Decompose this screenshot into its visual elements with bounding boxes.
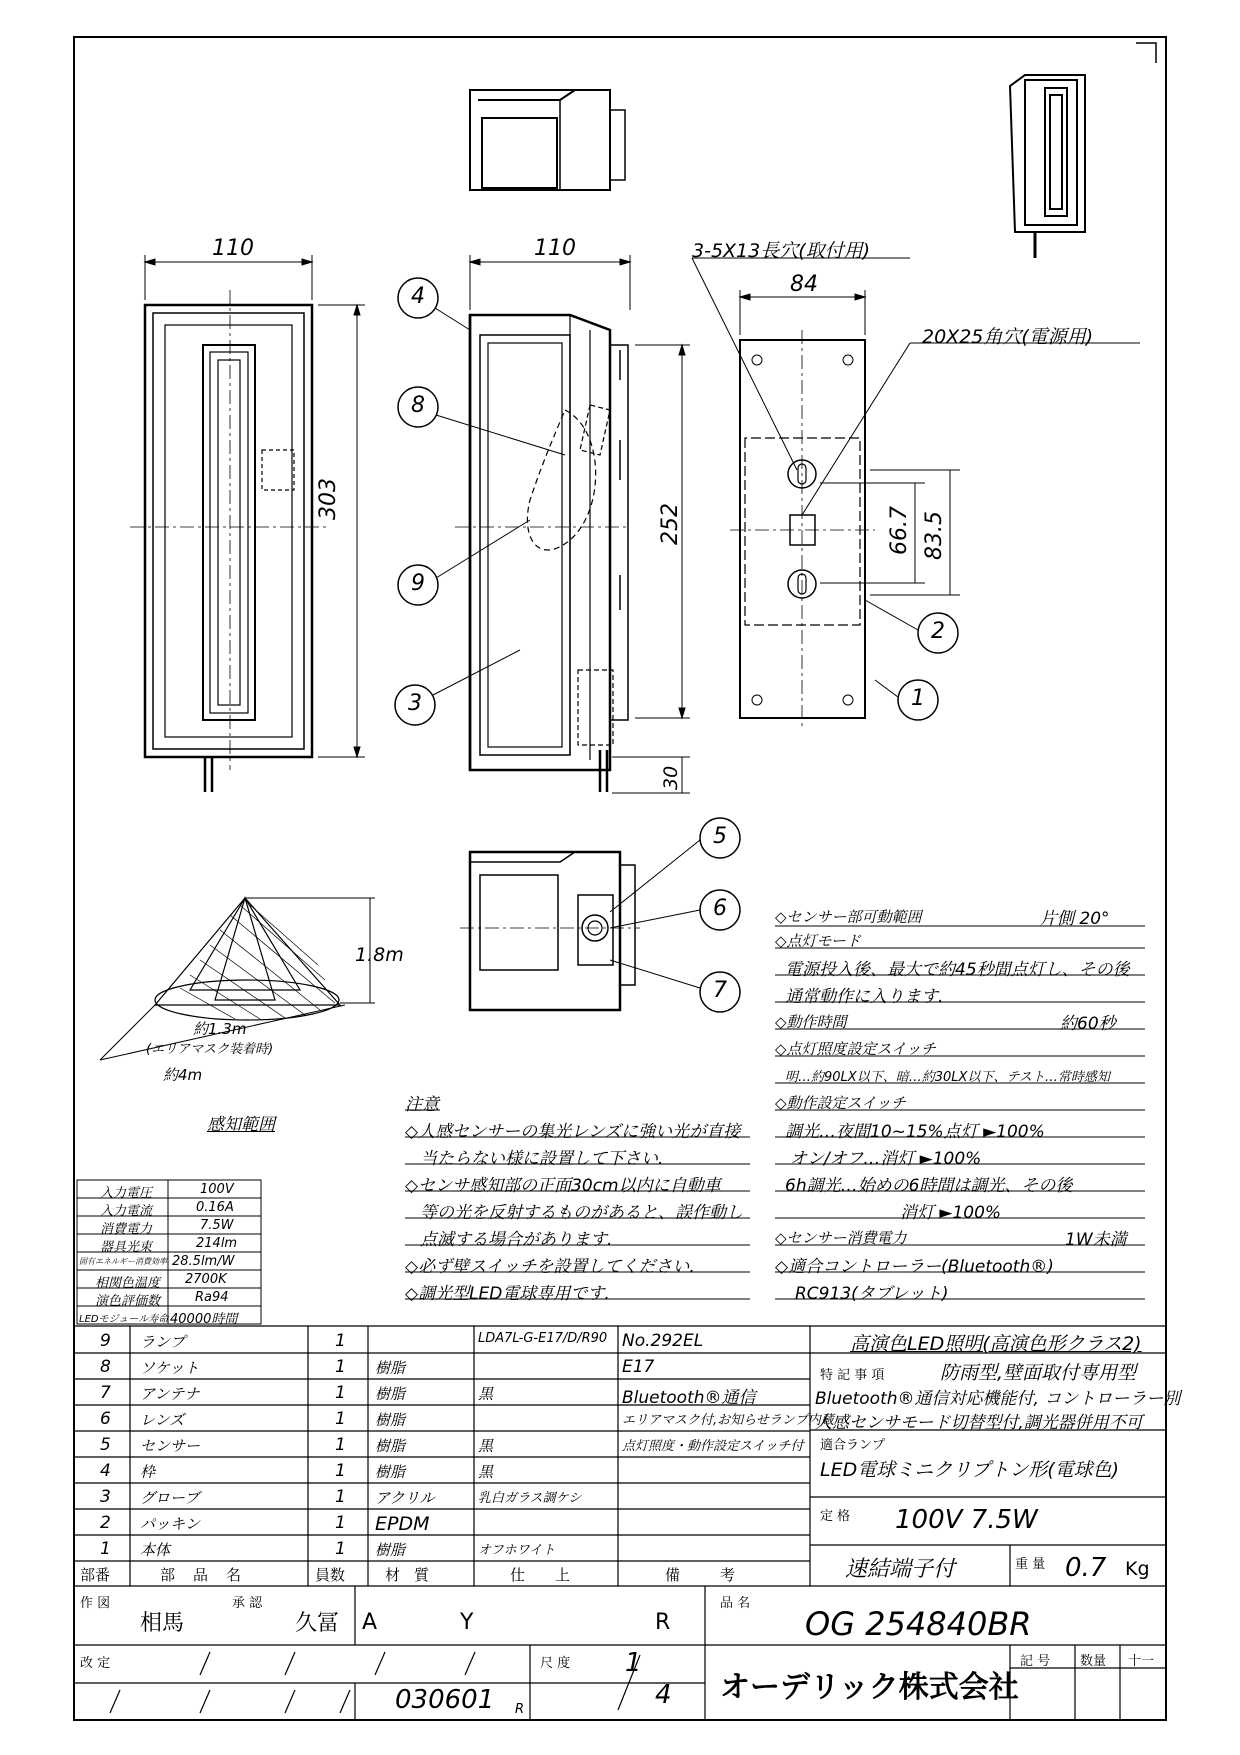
back-width-dim: 84: [790, 272, 818, 297]
parts-cell-name: ランプ: [140, 1333, 186, 1351]
spec-label: 6h調光…始めの6時間は調光、その後: [785, 1176, 1073, 1196]
scale-label: 尺 度: [540, 1656, 571, 1671]
corner-mark: [1136, 43, 1156, 63]
company-name: オーデリック株式会社: [720, 1670, 1019, 1705]
lamp: LED電球ミニクリプトン形(電球色): [820, 1459, 1120, 1481]
product-label: 品 名: [720, 1596, 751, 1611]
notes-title: 注意: [405, 1095, 439, 1115]
front-view: [130, 290, 330, 792]
parts-cell-qty: 1: [335, 1487, 346, 1507]
parts-cell-finish: 黒: [478, 1437, 494, 1455]
parts-cell-no: 7: [100, 1383, 111, 1403]
parts-cell-qty: 1: [335, 1539, 346, 1559]
drawn-by: 相馬: [140, 1611, 185, 1636]
spec-label: 電源投入後、最大で約45秒間点灯し、その後: [785, 960, 1130, 980]
drawn-label: 作 図: [80, 1596, 111, 1611]
parts-cell-name: アンテナ: [140, 1385, 200, 1403]
qty-label: 数量: [1080, 1654, 1107, 1669]
product-name: OG 254840BR: [805, 1605, 1032, 1643]
parts-cell-no: 1: [100, 1539, 111, 1559]
parts-cell-material: EPDM: [375, 1513, 430, 1535]
parts-cell-note: エリアマスク付,お知らせランプ内蔵: [622, 1413, 834, 1428]
leader-lines: [433, 308, 918, 988]
parts-cell-no: 2: [100, 1513, 111, 1533]
balloon-7: 7: [713, 978, 727, 1003]
parts-cell-note: Bluetooth®通信: [622, 1388, 756, 1408]
note-line: 等の光を反射するものがあると、誤作動し: [420, 1203, 743, 1223]
note-line: ◇調光型LED電球専用です.: [405, 1284, 610, 1304]
spec-label: 通常動作に入ります.: [785, 987, 944, 1007]
spec-value: 1W未満: [1065, 1230, 1127, 1250]
rating-label: 器具光束: [100, 1240, 153, 1255]
parts-header-no: 部番: [80, 1566, 111, 1584]
parts-cell-qty: 1: [335, 1357, 346, 1377]
detect-caption: 感知範囲: [207, 1115, 275, 1135]
parts-cell-qty: 1: [335, 1435, 346, 1455]
features-1: 防雨型,壁面取付専用型: [940, 1362, 1137, 1384]
detect-r2: 約4m: [163, 1066, 203, 1084]
hole-spacing-a: 66.7: [887, 506, 912, 555]
rating-value: 100V: [200, 1182, 234, 1197]
spec-label: ◇点灯照度設定スイッチ: [775, 1040, 936, 1058]
approved-by: 久冨: [295, 1611, 340, 1636]
parts-cell-no: 6: [100, 1409, 111, 1429]
hole-spacing-b: 83.5: [922, 511, 947, 560]
note-line: ◇必ず壁スイッチを設置してください.: [405, 1257, 695, 1277]
parts-cell-material: 樹脂: [375, 1411, 406, 1429]
parts-cell-material: アクリル: [375, 1489, 435, 1507]
features-2: Bluetooth®通信対応機能付, コントローラー別: [815, 1389, 1181, 1409]
sym-label: 記 号: [1020, 1654, 1051, 1669]
rating-value: 2700K: [185, 1272, 227, 1287]
rating-label: 演色評価数: [95, 1294, 161, 1309]
rev-a: A: [362, 1610, 378, 1635]
parts-cell-qty: 1: [335, 1409, 346, 1429]
glass-height-dim: 252: [658, 503, 683, 545]
rating: 100V 7.5W: [895, 1505, 1038, 1535]
rev-y: Y: [460, 1610, 474, 1635]
power-hole-note: 20X25角穴(電源用): [922, 326, 1094, 348]
balloon-9: 9: [411, 571, 425, 596]
revised-label: 改 定: [80, 1656, 111, 1671]
parts-cell-name: 枠: [140, 1463, 156, 1481]
note-line: 当たらない様に設置して下さい.: [420, 1149, 664, 1169]
category: 高演色LED照明(高演色形クラス2): [850, 1333, 1142, 1355]
parts-header-note: 備考: [665, 1566, 776, 1584]
parts-cell-name: パッキン: [140, 1515, 200, 1533]
spec-value: 片側 20°: [1040, 909, 1110, 929]
balloon-2: 2: [931, 619, 945, 644]
parts-cell-no: 4: [100, 1461, 111, 1481]
parts-cell-material: 樹脂: [375, 1385, 406, 1403]
parts-cell-qty: 1: [335, 1331, 346, 1351]
parts-cell-note: E17: [622, 1357, 655, 1377]
rev-r: R: [655, 1610, 671, 1635]
lamp-label: 適合ランプ: [820, 1438, 886, 1453]
spec-label: 消灯 ►100%: [900, 1203, 1002, 1223]
spec-label: ◇センサー部可動範囲: [775, 908, 922, 926]
approved-label: 承 認: [232, 1596, 263, 1611]
iso-thumbnail: [1010, 75, 1085, 258]
parts-cell-finish: 黒: [478, 1463, 494, 1481]
parts-cell-qty: 1: [335, 1513, 346, 1533]
detect-height: 1.8m: [355, 944, 404, 966]
note-line: ◇人感センサーの集光レンズに強い光が直接: [405, 1122, 741, 1142]
parts-cell-no: 9: [100, 1331, 111, 1351]
weight: 0.7: [1065, 1553, 1107, 1583]
detect-r1-note: (エリアマスク装着時): [146, 1042, 274, 1057]
spec-label: オン/オフ…消灯 ►100%: [790, 1149, 982, 1169]
balloon-8: 8: [411, 393, 425, 418]
parts-cell-note: No.292EL: [622, 1331, 704, 1351]
features-3: 人感センサモード切替型付,調光器併用不可: [815, 1413, 1143, 1433]
rating-label: 相関色温度: [95, 1276, 161, 1291]
back-view: [730, 330, 875, 730]
balloon-5: 5: [713, 824, 727, 849]
parts-cell-material: 樹脂: [375, 1359, 406, 1377]
top-view: [470, 90, 625, 190]
parts-cell-material: 樹脂: [375, 1541, 406, 1559]
spec-label: 調光…夜間10~15%点灯 ►100%: [785, 1122, 1045, 1142]
antenna-dim: 30: [660, 765, 682, 790]
rating-value: 7.5W: [200, 1218, 234, 1233]
parts-cell-name: ソケット: [140, 1359, 200, 1377]
mount-hole-note: 3-5X13長穴(取付用): [692, 240, 871, 262]
tenth-label: 十一: [1128, 1654, 1155, 1669]
side-view: [455, 315, 630, 792]
balloon-3: 3: [408, 691, 422, 716]
rating-label: 入力電圧: [100, 1186, 153, 1201]
parts-cell-material: 樹脂: [375, 1437, 406, 1455]
rating-value: 28.5lm/W: [172, 1254, 235, 1269]
date-suffix: R: [515, 1702, 525, 1717]
height-dim: 303: [316, 478, 341, 520]
parts-cell-note: 点灯照度・動作設定スイッチ付: [622, 1439, 804, 1454]
weight-unit: Kg: [1125, 1558, 1150, 1580]
features-label: 特 記 事 項: [820, 1368, 885, 1383]
detect-r1: 約1.3m: [193, 1020, 247, 1038]
parts-cell-name: 本体: [140, 1541, 171, 1559]
balloon-6: 6: [713, 896, 727, 921]
parts-header-name: 部品名: [160, 1566, 260, 1584]
spec-label: ◇動作設定スイッチ: [775, 1094, 906, 1112]
rating-label: 消費電力: [100, 1222, 153, 1237]
rating-value: 40000時間: [170, 1312, 238, 1327]
balloon-4: 4: [411, 284, 425, 309]
side-width-dim: 110: [534, 236, 576, 261]
scale-numerator: 1: [625, 1648, 642, 1678]
rating-value: Ra94: [195, 1290, 229, 1305]
scale-denominator: 4: [655, 1680, 672, 1710]
rating-label: LEDモジュール寿命: [79, 1314, 169, 1325]
balloon-1: 1: [911, 686, 925, 711]
rating-label: 入力電流: [100, 1204, 153, 1219]
parts-cell-finish: 黒: [478, 1385, 494, 1403]
parts-cell-name: レンズ: [140, 1411, 185, 1429]
bottom-view: [460, 852, 640, 1010]
rating-value: 214lm: [196, 1236, 238, 1251]
parts-cell-material: 樹脂: [375, 1463, 406, 1481]
rating-label: 固有エネルギー消費効率: [79, 1257, 167, 1266]
back-dims: [692, 258, 1140, 595]
parts-cell-no: 3: [100, 1487, 111, 1507]
date: 030601: [395, 1685, 495, 1715]
terminal: 速結端子付: [845, 1557, 956, 1582]
spec-value: 約60秒: [1060, 1014, 1116, 1034]
parts-cell-finish: オフホワイト: [478, 1543, 556, 1558]
note-line: ◇センサ感知部の正面30cm以内に自動車: [405, 1176, 721, 1196]
parts-cell-finish: LDA7L-G-E17/D/R90: [478, 1331, 608, 1346]
parts-cell-qty: 1: [335, 1461, 346, 1481]
parts-header-material: 材質: [385, 1566, 444, 1584]
note-line: 点滅する場合があります.: [420, 1230, 613, 1250]
weight-label: 重 量: [1015, 1557, 1046, 1572]
spec-label: ◇点灯モード: [775, 932, 861, 950]
parts-cell-name: センサー: [140, 1437, 201, 1455]
spec-label: ◇動作時間: [775, 1013, 847, 1031]
rating-value: 0.16A: [196, 1200, 234, 1215]
spec-label: ◇適合コントローラー(Bluetooth®): [775, 1257, 1054, 1277]
parts-header-finish: 仕上: [510, 1566, 601, 1584]
parts-cell-no: 8: [100, 1357, 111, 1377]
spec-label: ◇センサー消費電力: [775, 1229, 907, 1247]
front-width-dim: 110: [212, 236, 254, 261]
parts-cell-qty: 1: [335, 1383, 346, 1403]
parts-cell-name: グローブ: [140, 1489, 200, 1507]
parts-cell-no: 5: [100, 1435, 111, 1455]
parts-cell-finish: 乳白ガラス調ケシ: [478, 1491, 582, 1506]
spec-label: 明…約90LX以下、暗…約30LX以下、テスト…常時感知: [785, 1070, 1110, 1085]
rating-label: 定 格: [820, 1509, 851, 1524]
parts-header-qty: 員数: [315, 1566, 346, 1584]
spec-label: RC913(タブレット): [795, 1284, 949, 1304]
